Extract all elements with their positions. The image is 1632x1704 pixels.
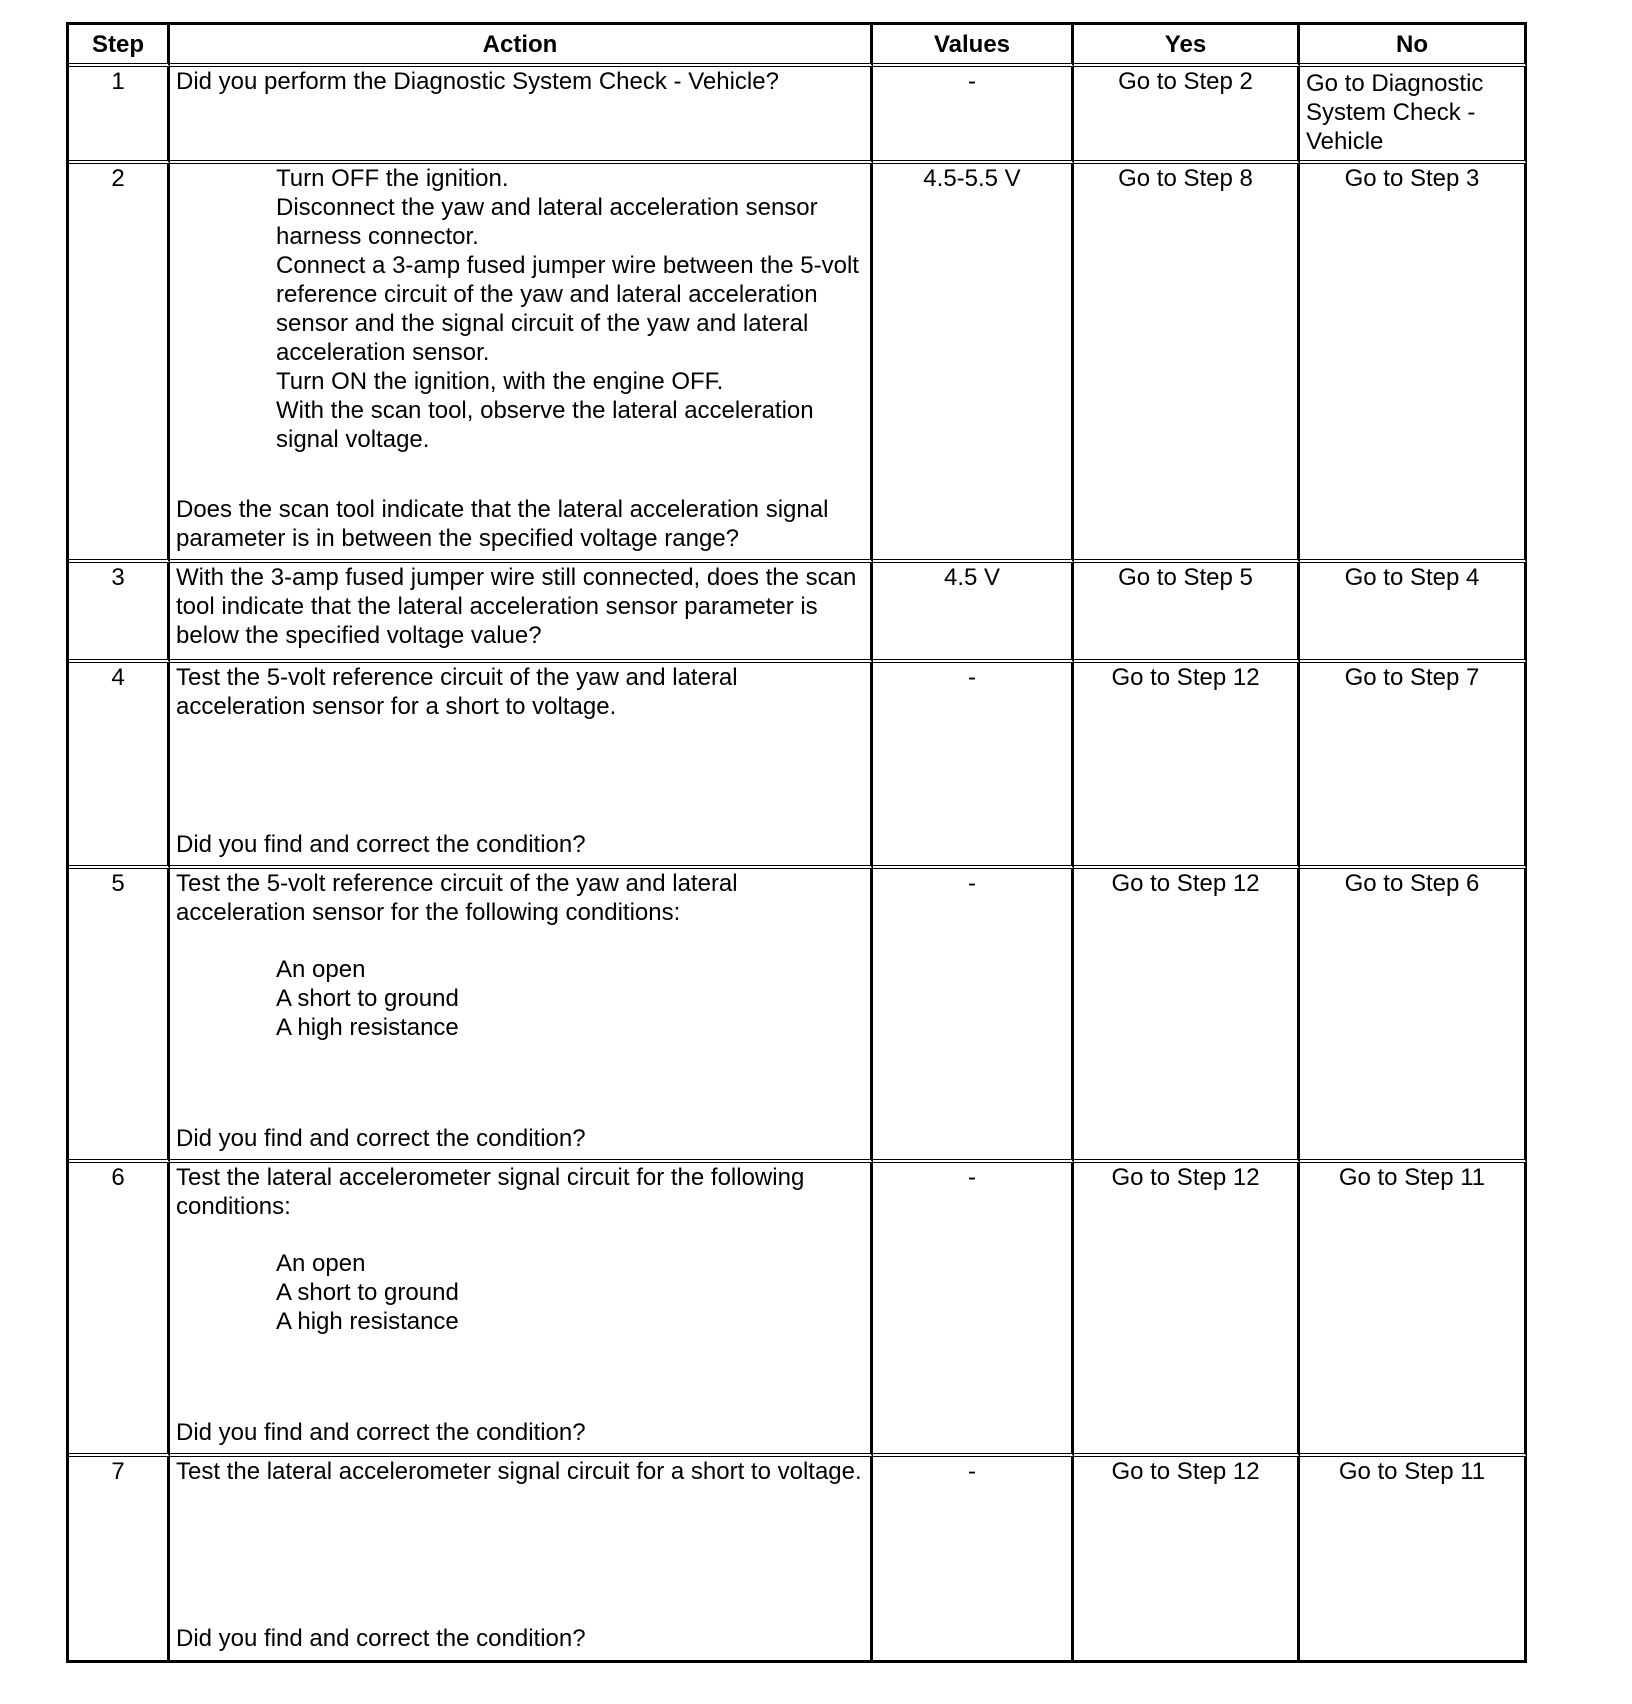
no-result: Go to Step 3 bbox=[1300, 164, 1527, 563]
action-cell bbox=[170, 164, 873, 563]
step-number: 5 bbox=[69, 869, 170, 1163]
action-intro bbox=[176, 1457, 864, 1486]
yes-result: Go to Step 12 bbox=[1074, 1457, 1300, 1663]
action-step-item: With the scan tool, observe the lateral acceleration signal voltage. bbox=[276, 397, 814, 453]
action-cell bbox=[170, 1163, 873, 1457]
action-steps-list bbox=[176, 164, 864, 454]
action-step-item: A short to ground bbox=[276, 985, 459, 1012]
yes-result: Go to Step 8 bbox=[1074, 164, 1300, 563]
action-text: Test the lateral accelerometer signal circuit for the following conditions: bbox=[176, 1164, 805, 1220]
header-row bbox=[69, 25, 1527, 67]
no-result: Go to Step 4 bbox=[1300, 563, 1527, 663]
table-row bbox=[69, 1163, 1527, 1457]
action-step-item: Turn ON the ignition, with the engine OFF. bbox=[276, 368, 724, 395]
yes-result: Go to Step 12 bbox=[1074, 869, 1300, 1163]
action-question: Did you find and correct the condition? bbox=[176, 1419, 586, 1446]
yes-result: Go to Step 12 bbox=[1074, 1163, 1300, 1457]
action-step-item: Turn OFF the ignition. bbox=[276, 165, 509, 192]
action-step-item: A short to ground bbox=[276, 1279, 459, 1306]
action-intro bbox=[176, 663, 864, 721]
value-cell: - bbox=[873, 1457, 1074, 1663]
step-number: 3 bbox=[69, 563, 170, 663]
action-steps-list bbox=[176, 1249, 864, 1336]
header-values: Values bbox=[873, 25, 1074, 67]
action-step-item: A high resistance bbox=[276, 1014, 459, 1041]
action-text: Test the lateral accelerometer signal circuit for a short to voltage. bbox=[176, 1458, 862, 1485]
action-intro bbox=[176, 869, 864, 927]
value-cell: - bbox=[873, 67, 1074, 164]
no-result: Go to Step 11 bbox=[1300, 1163, 1527, 1457]
no-result: Go to Step 6 bbox=[1300, 869, 1527, 1163]
action-question: Does the scan tool indicate that the lateral acceleration signal parameter is in between the specified voltage range? bbox=[176, 496, 829, 552]
action-text: With the 3-amp fused jumper wire still connected, does the scan tool indicate that the lateral acceleration sensor parameter is below the specified voltage value? bbox=[176, 564, 857, 649]
value-cell: 4.5-5.5 V bbox=[873, 164, 1074, 563]
action-question: Did you find and correct the condition? bbox=[176, 1625, 586, 1652]
action-step-item: Disconnect the yaw and lateral acceleration sensor harness connector. bbox=[276, 194, 818, 250]
value-cell: - bbox=[873, 1163, 1074, 1457]
action-text: Test the 5-volt reference circuit of the yaw and lateral acceleration sensor for the following conditions: bbox=[176, 870, 738, 926]
table-row bbox=[69, 164, 1527, 563]
table-row bbox=[69, 67, 1527, 164]
action-step-item: Connect a 3-amp fused jumper wire between the 5-volt reference circuit of the yaw and lateral acceleration sensor and the signal circuit of the yaw and lateral acceleration sensor. bbox=[276, 252, 859, 366]
action-question: Did you find and correct the condition? bbox=[176, 831, 586, 858]
header-yes: Yes bbox=[1074, 25, 1300, 67]
header-action: Action bbox=[170, 25, 873, 67]
step-number: 2 bbox=[69, 164, 170, 563]
value-cell: - bbox=[873, 663, 1074, 869]
action-intro bbox=[176, 67, 864, 96]
yes-result: Go to Step 5 bbox=[1074, 563, 1300, 663]
yes-result: Go to Step 12 bbox=[1074, 663, 1300, 869]
header-step: Step bbox=[69, 25, 170, 67]
action-steps-list bbox=[176, 955, 864, 1042]
action-cell bbox=[170, 563, 873, 663]
action-cell bbox=[170, 663, 873, 869]
table-row bbox=[69, 663, 1527, 869]
table-row bbox=[69, 1457, 1527, 1663]
step-number: 7 bbox=[69, 1457, 170, 1663]
table-row bbox=[69, 869, 1527, 1163]
table-row bbox=[69, 563, 1527, 663]
no-result: Go to Diagnostic System Check - Vehicle bbox=[1300, 67, 1527, 164]
action-text: Test the 5-volt reference circuit of the yaw and lateral acceleration sensor for a short to voltage. bbox=[176, 664, 738, 720]
action-step-item: A high resistance bbox=[276, 1308, 459, 1335]
action-cell bbox=[170, 67, 873, 164]
diagnostic-table bbox=[66, 22, 1527, 1663]
action-cell bbox=[170, 869, 873, 1163]
no-result: Go to Step 11 bbox=[1300, 1457, 1527, 1663]
action-question: Did you find and correct the condition? bbox=[176, 1125, 586, 1152]
yes-result: Go to Step 2 bbox=[1074, 67, 1300, 164]
action-step-item: An open bbox=[276, 1250, 366, 1277]
action-intro bbox=[176, 1163, 864, 1221]
no-result: Go to Step 7 bbox=[1300, 663, 1527, 869]
value-cell: 4.5 V bbox=[873, 563, 1074, 663]
step-number: 4 bbox=[69, 663, 170, 869]
header-no: No bbox=[1300, 25, 1527, 67]
action-intro bbox=[176, 563, 864, 650]
value-cell: - bbox=[873, 869, 1074, 1163]
step-number: 6 bbox=[69, 1163, 170, 1457]
action-step-item: An open bbox=[276, 956, 366, 983]
action-cell bbox=[170, 1457, 873, 1663]
step-number: 1 bbox=[69, 67, 170, 164]
action-text: Did you perform the Diagnostic System Check - Vehicle? bbox=[176, 68, 779, 95]
